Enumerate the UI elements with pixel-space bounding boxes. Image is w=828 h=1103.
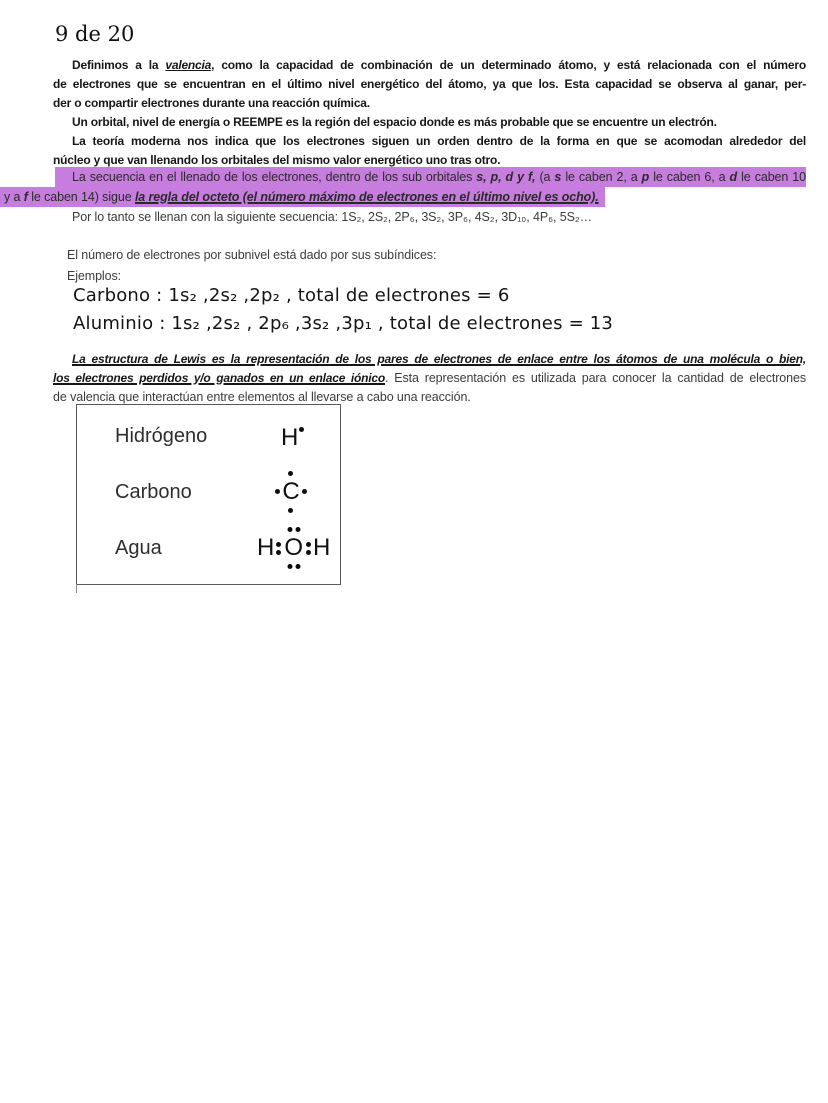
electron-dot xyxy=(287,527,292,532)
text-line: El número de electrones por subnivel está dado por sus subíndices: xyxy=(67,248,437,262)
text-line xyxy=(53,369,806,388)
element-letter-o: O xyxy=(284,534,304,561)
element-letter-c: C xyxy=(282,478,300,505)
electron-dot xyxy=(288,508,293,513)
text-line xyxy=(53,56,806,75)
element-letter-h: H xyxy=(313,534,331,561)
electron-pair xyxy=(276,542,281,555)
octet-rule-text: la regla del octeto (el número máximo de electrones en el último nivel es ocho). xyxy=(134,190,599,204)
electron-dot xyxy=(295,564,300,569)
lewis-row-label-carbono: Carbono xyxy=(115,481,192,503)
text-line: Ejemplos: xyxy=(67,269,121,283)
text-line: de electrones que se encuentran en el último nivel energético del átomo, ya que los. Esta capacidad se observa al ganar, per- xyxy=(53,77,806,91)
element-letter-h: H xyxy=(257,534,275,561)
element-letter-h: H xyxy=(281,424,299,451)
electron-pair xyxy=(287,564,300,569)
text-segment: le caben 10 xyxy=(737,170,806,184)
text-segment: le caben 2, a xyxy=(561,170,642,184)
paragraph-secuencia-llenado xyxy=(53,208,806,227)
text-line: La teoría moderna nos indica que los electrones siguen un orden dentro de la forma en que se acomodan alrededor del xyxy=(72,134,806,148)
lewis-definition: La estructura de Lewis es la representación de los pares de electrones de enlace entre los átomos de una molécula o bien, xyxy=(72,352,806,366)
orbital-d: d xyxy=(729,170,738,184)
electron-dot xyxy=(299,427,304,432)
lewis-definition-cont: los electrones perdidos y/o ganados en un enlace iónico xyxy=(53,371,385,385)
electron-dot xyxy=(276,550,281,555)
paragraph-valencia xyxy=(53,56,806,113)
electron-pair xyxy=(287,527,300,532)
text-line: Por lo tanto se llenan con la siguiente secuencia: 1S₂, 2S₂, 2P₆, 3S₂, 3P₆, 4S₂, 3D₁₀, 4P₆, 5S₂… xyxy=(72,210,593,224)
orbital-s: s xyxy=(554,170,562,184)
electron-dot xyxy=(306,550,311,555)
text-segment: le caben 6, a xyxy=(649,170,730,184)
electron-pair xyxy=(306,542,311,555)
orbital-p: p xyxy=(641,170,650,184)
text-segment: . Esta representación es utilizada para conocer la cantidad de electrones xyxy=(384,371,806,385)
paragraph-secuencia-highlighted xyxy=(0,167,828,207)
text-line: núcleo y que van llenando los orbitales del mismo valor energético uno tras otro. xyxy=(53,153,501,167)
lewis-row-label-agua: Agua xyxy=(115,537,162,559)
orbitals-spdf: s, p, d y f, xyxy=(476,170,536,184)
ejemplos-label xyxy=(67,267,121,286)
electron-dot xyxy=(295,527,300,532)
paragraph-teoria-moderna xyxy=(53,132,806,170)
lewis-symbol-water xyxy=(257,529,330,567)
text-line xyxy=(53,350,806,369)
electron-dot xyxy=(275,489,280,494)
electron-dot xyxy=(276,542,281,547)
electron-dot xyxy=(306,542,311,547)
orbital-f: f xyxy=(23,190,28,204)
page-number-heading: 9 de 20 xyxy=(55,22,135,46)
text-line: de valencia que interactúan entre elementos al llevarse a cabo una reacción. xyxy=(53,390,471,404)
lewis-symbol-carbon xyxy=(275,471,307,513)
highlighted-line xyxy=(0,187,605,207)
paragraph-orbital xyxy=(53,113,806,132)
border-tick xyxy=(76,584,77,593)
highlighted-line xyxy=(55,167,806,187)
lewis-structures-table xyxy=(76,404,341,585)
text-segment: (a xyxy=(535,170,555,184)
lewis-row-label-hidrogeno: Hidrógeno xyxy=(115,425,208,447)
text-line: Un orbital, nivel de energía o REEMPE es la región del espacio donde es más probable que se encuentre un electrón. xyxy=(72,115,717,129)
example-aluminio: Aluminio : 1s₂ ,2s₂ , 2p₆ ,3s₂ ,3p₁ , total de electrones = 13 xyxy=(73,313,614,334)
electron-dot xyxy=(288,471,293,476)
text-line: der o compartir electrones durante una reacción química. xyxy=(53,96,370,110)
valencia-term: valencia xyxy=(165,58,212,72)
electron-dot xyxy=(302,489,307,494)
text-segment: y a xyxy=(4,190,24,204)
paragraph-subniveles xyxy=(67,246,807,265)
example-carbono: Carbono : 1s₂ ,2s₂ ,2p₂ , total de electrones = 6 xyxy=(73,285,510,306)
text-segment: Definimos a la xyxy=(72,58,166,72)
electron-dot xyxy=(287,564,292,569)
text-segment: La secuencia en el llenado de los electrones, dentro de los sub orbitales xyxy=(72,170,477,184)
text-segment: , como la capacidad de combinación de un determinado átomo, y está relacionada con el número xyxy=(211,58,806,72)
text-segment: le caben 14) sigue xyxy=(27,190,135,204)
lewis-symbol-hydrogen xyxy=(281,426,304,450)
oxygen-with-lone-pairs xyxy=(283,529,304,567)
paragraph-lewis xyxy=(53,350,806,407)
